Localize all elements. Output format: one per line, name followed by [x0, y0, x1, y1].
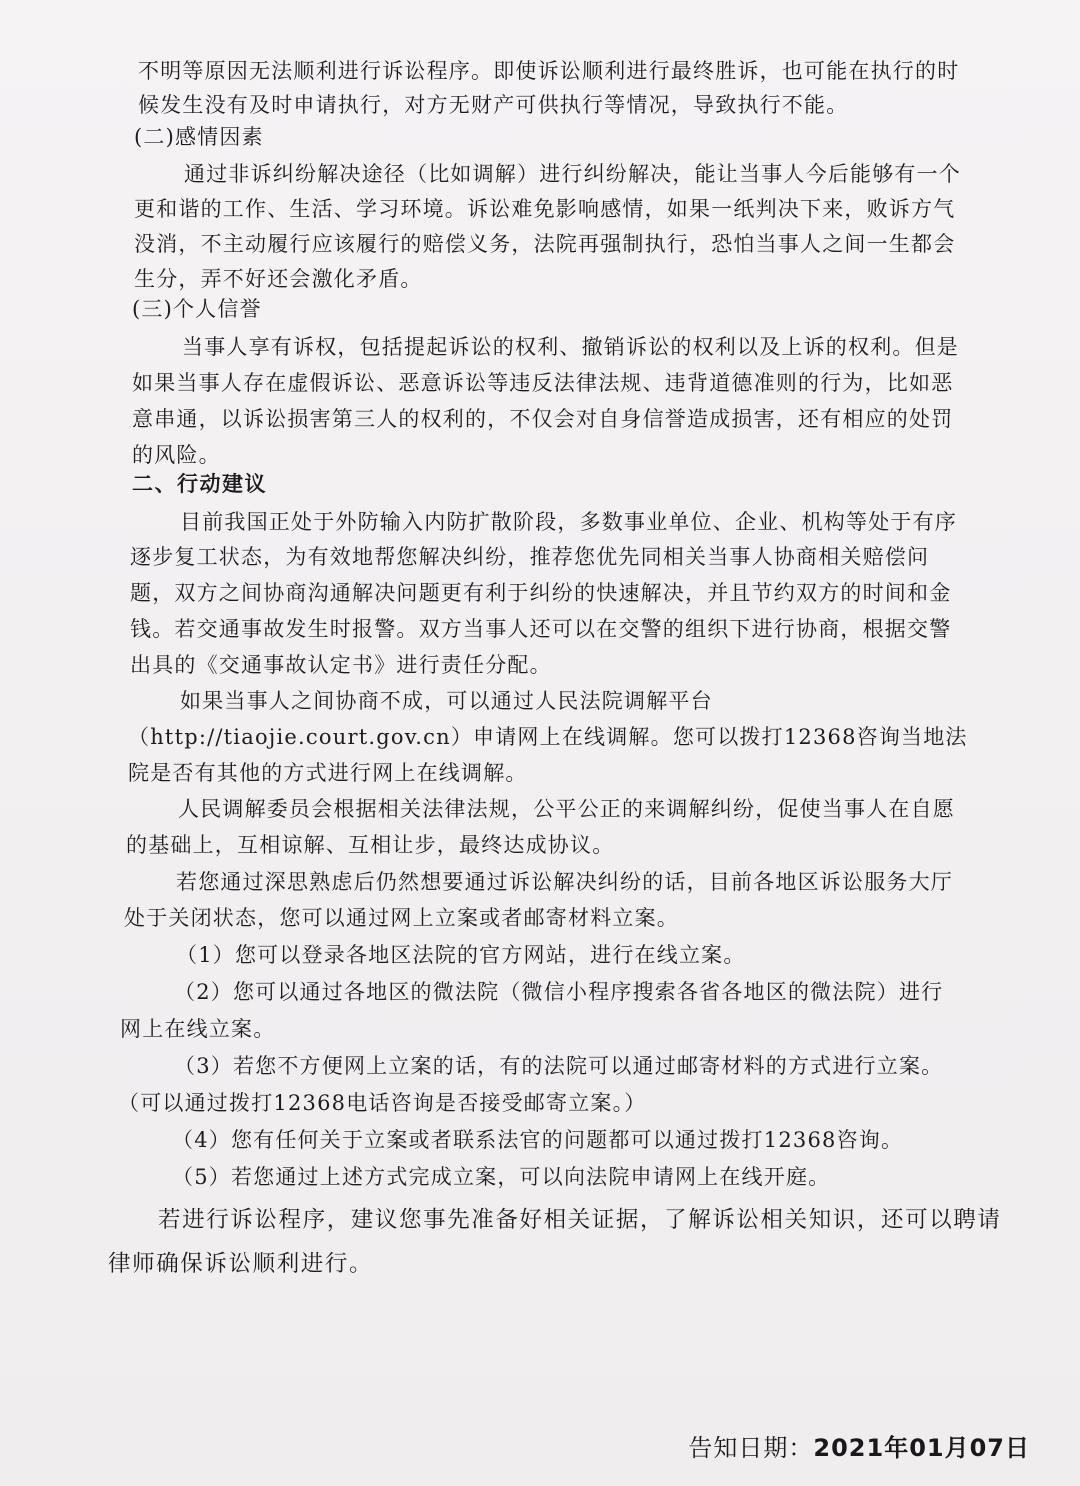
section-heading-emotion: (二)感情因素 — [134, 125, 264, 149]
notice-date-label: 告知日期： — [688, 1434, 814, 1462]
paragraph-line: 候发生没有及时申请执行，对方无财产可供执行等情况，导致执行不能。 — [138, 93, 849, 117]
paragraph-line: 处于关闭状态，您可以通过网上立案或者邮寄材料立案。 — [124, 906, 679, 930]
notice-date-value: 2021年01月07日 — [813, 1434, 1030, 1462]
paragraph-line: 更和谐的工作、生活、学习环境。诉讼难免影响感情，如果一纸判决下来，败诉方气 — [134, 197, 956, 221]
paragraph-line: 目前我国正处于外防输入内防扩散阶段，多数事业单位、企业、机构等处于有序 — [180, 510, 957, 534]
paragraph-line: 的基础上，互相谅解、互相让步，最终达成协议。 — [126, 833, 615, 857]
paragraph-line: 不明等原因无法顺利进行诉讼程序。即使诉讼顺利进行最终胜诉，也可能在执行的时 — [138, 59, 960, 83]
list-item-5: （5）若您通过上述方式完成立案，可以向法院申请网上在线开庭。 — [172, 1165, 831, 1189]
list-item-3: （3）若您不方便网上立案的话，有的法院可以通过邮寄材料的方式进行立案。 — [174, 1054, 944, 1078]
section-heading-action: 二、行动建议 — [132, 472, 267, 496]
list-item-4: （4）您有任何关于立案或者联系法官的问题都可以通过拨打12368咨询。 — [172, 1128, 904, 1152]
notice-date — [688, 1433, 1030, 1463]
list-item-2-continued: 网上在线立案。 — [120, 1017, 276, 1041]
paragraph-line: 出具的《交通事故认定书》进行责任分配。 — [130, 653, 552, 677]
paragraph-line: 院是否有其他的方式进行网上在线调解。 — [128, 761, 528, 785]
paragraph-line: 生分，弄不好还会激化矛盾。 — [134, 267, 423, 291]
paragraph-line: 人民调解委员会根据相关法律法规，公平公正的来调解纠纷，促使当事人在自愿 — [178, 797, 955, 821]
section-heading-credit: (三)个人信誉 — [132, 297, 262, 321]
closing-paragraph-line: 若进行诉讼程序，建议您事先准备好相关证据，了解诉讼相关知识，还可以聘请 — [158, 1207, 1002, 1233]
list-item-1: （1）您可以登录各地区法院的官方网站，进行在线立案。 — [176, 943, 746, 967]
paragraph-line: 意串通，以诉讼损害第三人的权利的，不仅会对自身信誉造成损害，还有相应的处罚 — [132, 407, 954, 431]
paragraph-line: 钱。若交通事故发生时报警。双方当事人还可以在交警的组织下进行协商，根据交警 — [130, 617, 952, 641]
paragraph-line: 的风险。 — [132, 443, 221, 467]
paragraph-line: 逐步复工状态，为有效地帮您解决纠纷，推荐您优先同相关当事人协商相关赔偿问 — [130, 545, 930, 569]
paragraph-line: 题，双方之间协商沟通解决问题更有利于纠纷的快速解决，并且节约双方的时间和金 — [130, 581, 952, 605]
paragraph-line: 通过非诉纠纷解决途径（比如调解）进行纠纷解决，能让当事人今后能够有一个 — [184, 162, 961, 186]
paragraph-line: 如果当事人存在虚假诉讼、恶意诉讼等违反法律法规、违背道德准则的行为，比如恶 — [132, 371, 954, 395]
closing-paragraph-line: 律师确保诉讼顺利进行。 — [108, 1251, 374, 1277]
list-item-2: （2）您可以通过各地区的微法院（微信小程序搜索各省各地区的微法院）进行 — [174, 980, 944, 1004]
paragraph-line: 当事人享有诉权，包括提起诉讼的权利、撤销诉讼的权利以及上诉的权利。但是 — [182, 335, 959, 359]
paragraph-line: 若您通过深思熟虑后仍然想要通过诉讼解决纠纷的话，目前各地区诉讼服务大厅 — [176, 870, 953, 894]
paragraph-line: 没消，不主动履行应该履行的赔偿义务，法院再强制执行，恐怕当事人之间一生都会 — [134, 232, 956, 256]
paragraph-line-url: （http://tiaojie.court.gov.cn）申请网上在线调解。您可以拨打12368咨询当地法 — [128, 725, 968, 749]
list-item-3-note: （可以通过拨打12368电话咨询是否接受邮寄立案。） — [118, 1091, 647, 1115]
paragraph-line: 如果当事人之间协商不成，可以通过人民法院调解平台 — [180, 689, 713, 713]
